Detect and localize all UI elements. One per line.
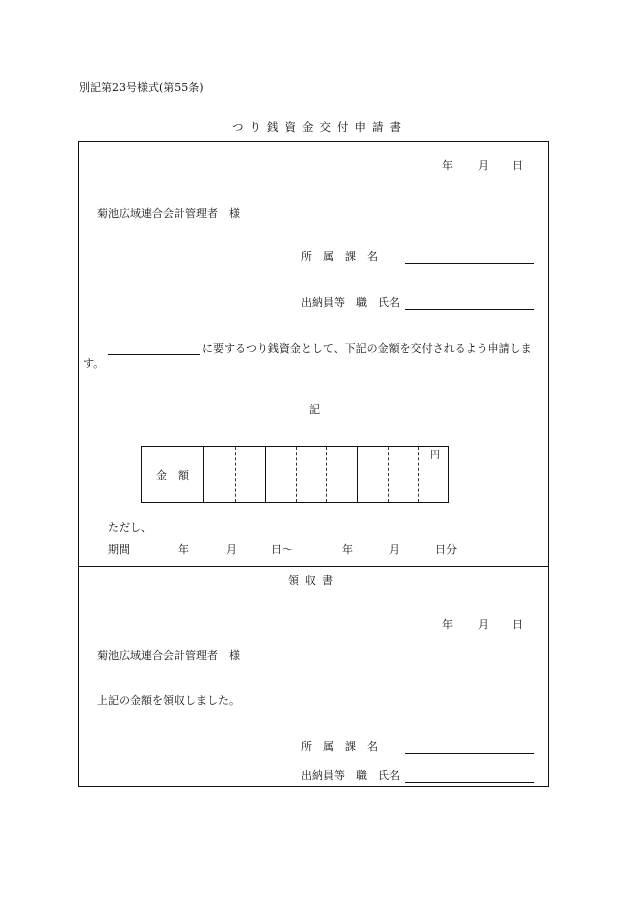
yen-unit: 円 — [430, 450, 440, 461]
application-name-field[interactable] — [405, 309, 534, 310]
period-end-month: 月 — [389, 543, 400, 556]
ki-heading: 記 — [309, 403, 320, 416]
period-end-year: 年 — [342, 543, 353, 556]
amount-label-cell — [142, 447, 204, 502]
purpose-field[interactable] — [108, 354, 200, 355]
receipt-text: 上記の金額を領収しました。 — [97, 694, 240, 707]
application-department-label: 所 属 課 名 — [301, 250, 378, 263]
application-body-line2: す。 — [83, 357, 105, 370]
receipt-date-year: 年 — [442, 618, 453, 631]
receipt-department-field[interactable] — [405, 753, 534, 754]
receipt-date-month: 月 — [478, 618, 489, 631]
period-end-day: 日分 — [435, 543, 457, 556]
application-addressee: 菊池広域連合会計管理者 様 — [97, 207, 240, 220]
application-date-month: 月 — [478, 159, 489, 172]
application-date-day: 日 — [512, 159, 523, 172]
period-start-day: 日～ — [271, 543, 293, 556]
form-number: 別記第23号様式(第55条) — [79, 81, 204, 94]
period-label: 期間 — [108, 543, 130, 556]
receipt-addressee: 菊池広域連合会計管理者 様 — [97, 649, 240, 662]
receipt-name-field[interactable] — [405, 782, 534, 783]
period-start-year: 年 — [178, 543, 189, 556]
form-title: つり銭資金交付申請書 — [232, 120, 407, 134]
receipt-date-day: 日 — [512, 618, 523, 631]
digit-separator — [418, 447, 419, 502]
amount-input[interactable] — [205, 447, 418, 502]
application-department-field[interactable] — [405, 263, 534, 264]
amount-label: 金 額 — [156, 469, 189, 482]
receipt-name-label: 出納員等 職 氏名 — [301, 769, 400, 782]
application-body-line1: に要するつり銭資金として、下記の金額を交付されるよう申請しま — [202, 342, 532, 355]
application-date-year: 年 — [442, 159, 453, 172]
proviso-label: ただし、 — [108, 521, 152, 534]
application-name-label: 出納員等 職 氏名 — [301, 296, 400, 309]
section-divider — [78, 566, 549, 567]
receipt-title: 領収書 — [288, 574, 339, 587]
period-start-month: 月 — [226, 543, 237, 556]
receipt-department-label: 所 属 課 名 — [301, 740, 378, 753]
